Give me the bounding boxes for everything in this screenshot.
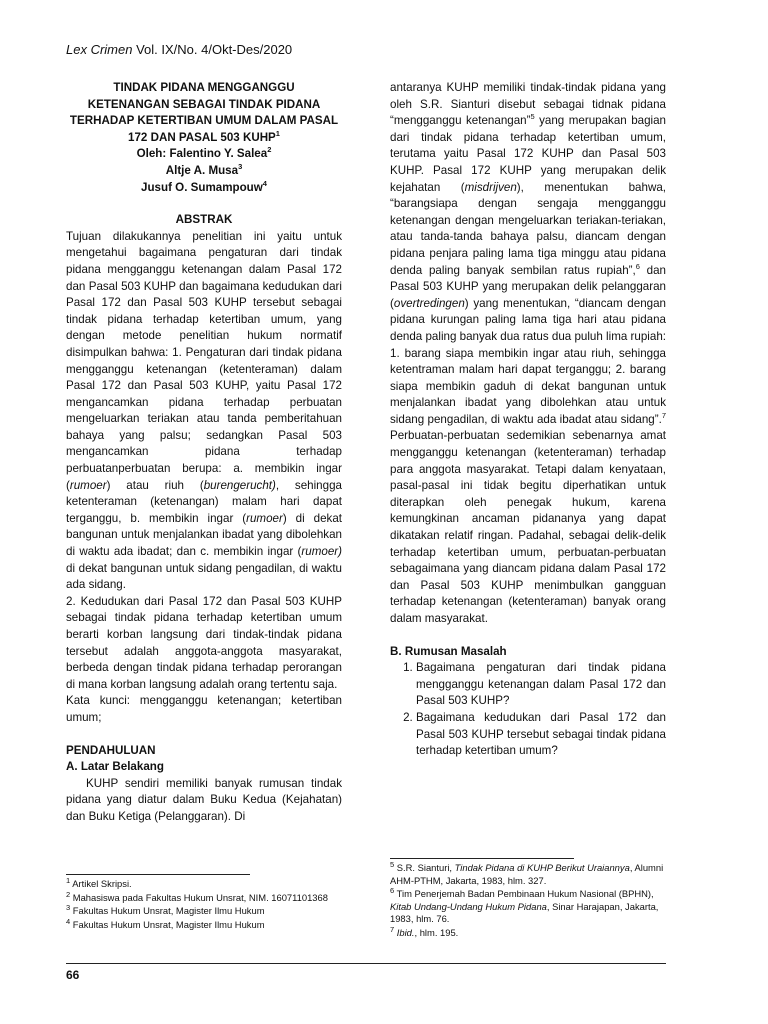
footnote-3: $^3$ Fakultas Hukum Unsrat, Magister Ilmu Hukum [66,903,265,917]
footnotes-right [390,859,668,941]
abstract-paragraph-1: Tujuan dilakukannya penelitian ini yaitu untuk mengetahui bagaimana pengaturan dari tindak pidana mengganggu ketenangan dalam Pasal 172 dan Pasal 503 KUHP dan bagaimana kedudukan dari Pasal 172 dan Pasal 503 KUHP tersebut sebagai tindak pidana terhadap ketertiban umum, yang dengan metode penelitian hukum normatif disimpulkan bahwa: 1. Pengaturan dari tindak pidana mengganggu ketenangan (ketenteraman) dalam Pasal 172 dan Pasal 503 KUHP, yaitu Pasal 172 mengancamkan pidana terhadap perbuatan mengeluarkan teriakan atau tanda pemberitahuan bahaya yang palsu; sedangkan Pasal 503 mengancamkan pidana terhadap perbuatanperbuatan berupa: a. membikin ingar (rumoer) atau riuh (burengerucht), sehingga ketenteraman (ketenangan) malam hari dapat terganggu, b. membikin ingar (rumoer) di dekat bangunan untuk menjalankan ibadat yang dibolehkan di waktu ada ibadat; dan c. membikin ingar (rumoer) di dekat bangunan untuk sidang pengadilan, di waktu ada sidang. [66,229,342,592]
spacer [390,628,666,644]
subsection-heading-a: A. Latar Belakang [66,760,164,774]
footnote-ref: 5 [530,112,535,122]
article-title [66,80,342,196]
spacer [66,727,342,743]
title-line-3: TERHADAP KETERTIBAN UMUM DALAM PASAL [69,114,339,128]
title-line-4: 172 DAN PASAL 503 KUHP$^1$ [128,128,280,144]
footnote-ref: 3 [238,162,243,172]
footnote-ref: 1 [275,128,280,138]
author-3: Jusuf O. Sumampouw$^4$ [141,178,267,194]
footnote-ref: 6 [635,261,640,271]
keywords: Kata kunci: mengganggu ketenangan; ketertiban umum; [66,694,342,724]
research-questions [390,660,666,760]
subsection-heading-b: B. Rumusan Masalah [390,644,507,658]
running-header [66,42,292,57]
footnote-4: $^4$ Fakultas Hukum Unsrat, Magister Ilmu Hukum [66,916,265,930]
left-column [66,80,342,826]
title-line-1: TINDAK PIDANA MENGGANGGU [113,81,295,94]
page-number: 66 [66,968,80,982]
footnote-divider [66,874,250,875]
right-paragraph-1: antaranya KUHP memiliki tindak-tindak pidana yang oleh S.R. Sianturi disebut sebagai tidnak pidana “mengganggu ketenangan”$^5$ yang merupakan bagian dari tindak pidana terhadap ketertiban umum, terutama yaitu Pasal 172 KUHP dan Pasal 503 KUHP. Pasal 172 KUHP yang merupakan delik kejahatan (misdrijven), menentukan bahwa, “barangsiapa dengan sengaja mengganggu ketenangan dengan mengeluarkan teriakan-teriakan, atau tanda-tanda bahaya palsu, diancam dengan pidana penjara paling lama tiga minggu atau pidana denda paling banyak sembilan ratus rupiah”,$^6$ dan Pasal 503 KUHP yang merupakan delik pelanggaran (overtredingen) yang menentukan, “diancam dengan pidana kurungan paling lama tiga hari atau pidana denda paling banyak dua ratus dua puluh lima rupiah: 1. barang siapa membikin ingar atau riuh, sehingga ketentraman malam hari dapat terganggu; 2. barang siapa membikin gaduh di dekat bangunan untuk menjalankan ibadat yang dibolehkan atau untuk sidang pengadilan, di waktu ada ibadat atau sidang”.$^7$ Perbuatan-perbuatan sedemikian sebenarnya amat mengganggu ketenangan (ketenteraman) terhadap para anggota masyarakat. Tetapi dalam kenyataan, pasal-pasal ini tidak begitu diperhatikan untuk diterapkan oleh penegak hukum, karena kemungkinan ancaman pidananya yang dapat dikatakan relatif ringan. Padahal, sebagai delik-delik terhadap ketertiban umum, perbuatan-perbuatan sebagaimana yang diancam pidana dalam Pasal 172 dan Pasal 503 KUHP menimbulkan gangguan terhadap ketenangan (ketenteraman) banyak orang dalam masyarakat. [390,81,667,625]
author-2: Altje A. Musa$^3$ [165,162,243,177]
abstract-heading: ABSTRAK [175,213,233,227]
footnote-7: $^7$ Ibid., hlm. 195. [390,924,459,938]
footnote-1: $^1$ Artikel Skripsi. [66,875,132,889]
footnote-divider [390,858,574,859]
footnote-ref: 7 [661,411,666,421]
intro-heading: PENDAHULUAN [66,743,156,757]
spacer [66,196,342,212]
footnote-6: $^6$ Tim Penerjemah Badan Pembinaan Hukum Nasional (BPHN), Kitab Undang-Undang Hukum Pidana, Sinar Harajapan, Jakarta, 1983, hlm. 76. [390,886,659,925]
journal-name: Lex Crimen [66,42,133,57]
right-column [390,80,666,760]
intro-paragraph: KUHP sendiri memiliki banyak rumusan tindak pidana yang diatur dalam Buku Kedua (Kejahatan) dan Buku Ketiga (Pelanggaran). Di [66,776,342,823]
list-item: 1. Bagaimana pengaturan dari tindak pidana mengganggu ketenangan dalam Pasal 172 dan Pasal 503 KUHP? [416,660,666,710]
footnote-5: $^5$ S.R. Sianturi, Tindak Pidana di KUHP Berikut Uraiannya, Alumni AHM-PTHM, Jakarta, 1983, hlm. 327. [390,859,664,886]
footnote-2: $^2$ Mahasiswa pada Fakultas Hukum Unsrat, NIM. 16071101368 [66,889,328,903]
title-line-2: KETENANGAN SEBAGAI TINDAK PIDANA [87,97,321,111]
journal-issue: Vol. IX/No. 4/Okt-Des/2020 [132,42,293,57]
footnote-ref: 4 [262,178,267,188]
author-1: Oleh: Falentino Y. Salea$^2$ [136,145,272,161]
abstract-paragraph-2: 2. Kedudukan dari Pasal 172 dan Pasal 503 KUHP sebagai tindak pidana terhadap ketertiban umum berarti korban langsung dari tindak-tindak pidana tersebut adalah anggota-anggota masyarakat, berbeda dengan tindak pidana terhadap perorangan di mana korban langsung adalah orang tertentu saja. [66,594,342,691]
footnote-ref: 2 [267,145,272,155]
footnotes-left [66,875,344,932]
page-footer-rule [66,963,666,964]
list-item: 2. Bagaimana kedudukan dari Pasal 172 dan Pasal 503 KUHP tersebut sebagai tindak pidana terhadap ketertiban umum? [416,710,666,760]
